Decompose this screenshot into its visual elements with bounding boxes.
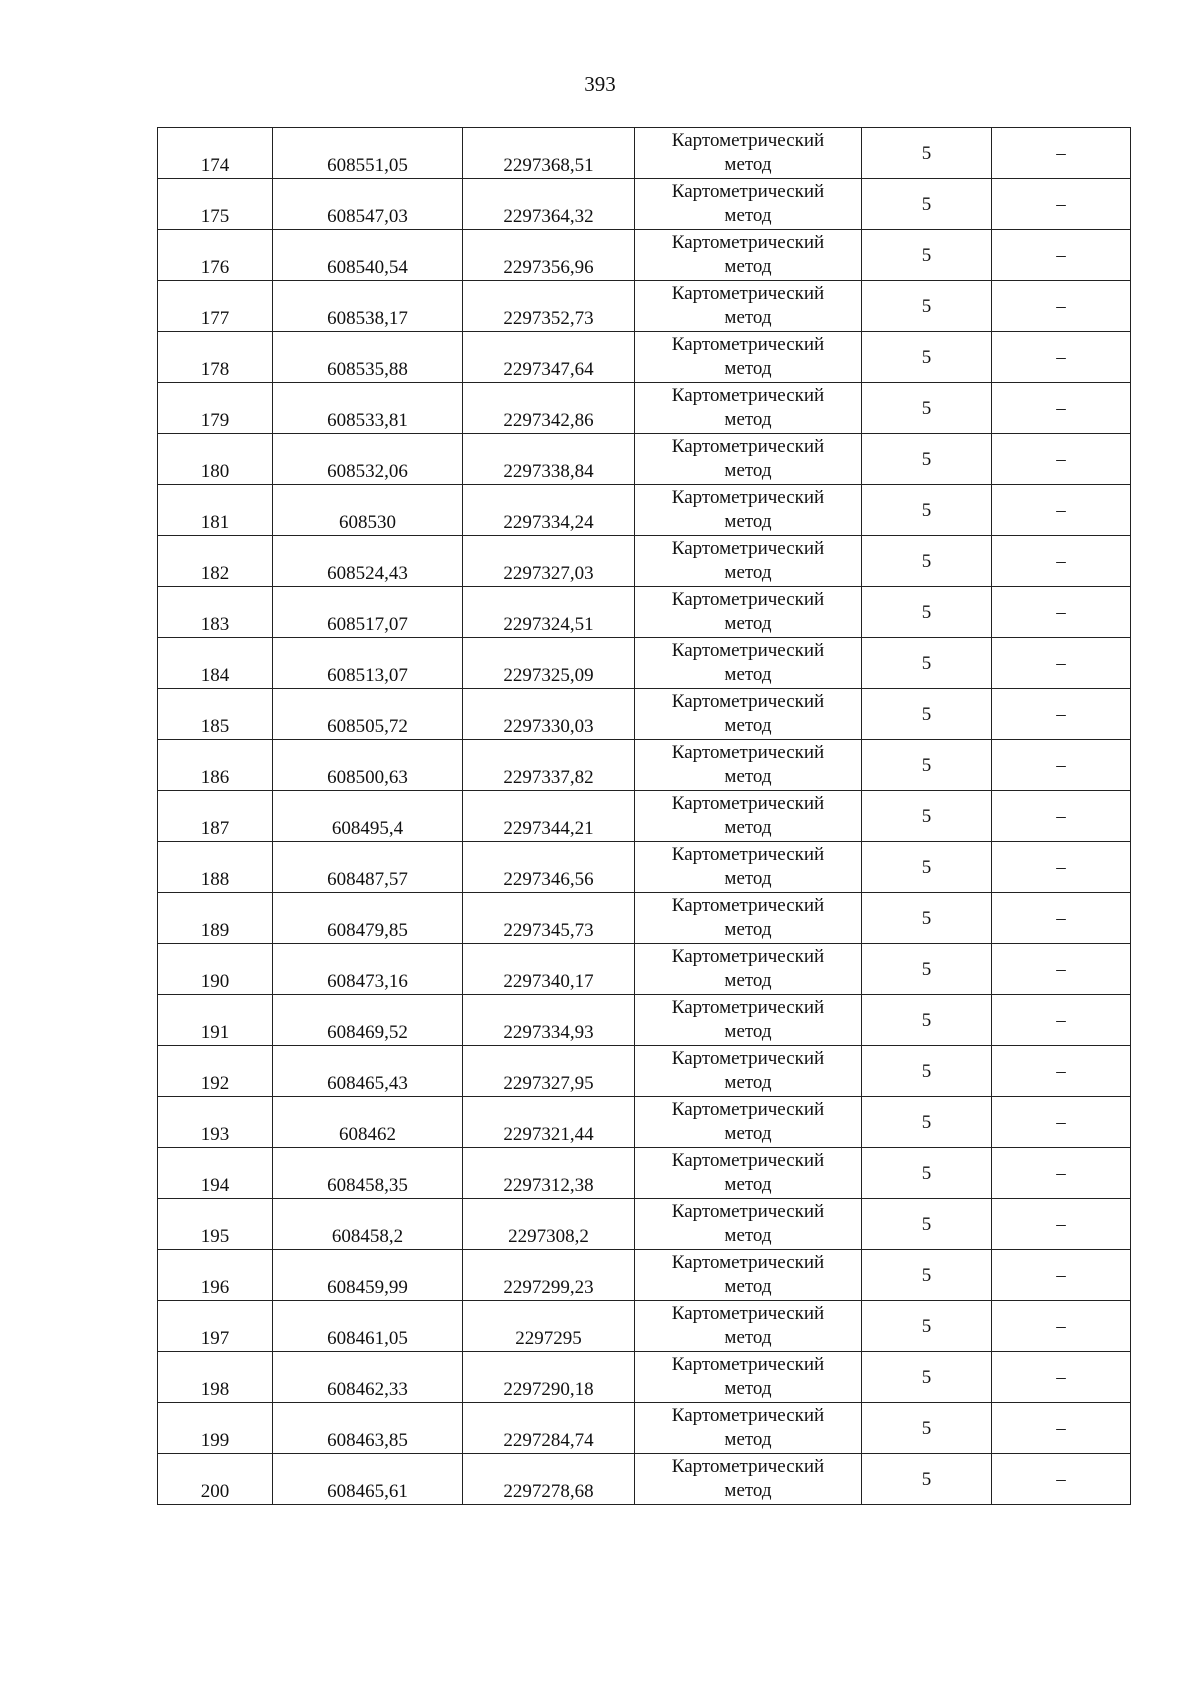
y-coordinate-cell: 2297327,95 [463,1046,635,1097]
point-number-cell: 188 [158,842,273,893]
method-line-1: Картометрический [671,1048,825,1069]
note-cell: – [992,893,1131,944]
x-coordinate-cell: 608547,03 [273,179,463,230]
point-number-cell: 199 [158,1403,273,1454]
method-line-2: метод [724,154,772,175]
table-row [158,893,1131,944]
table-body [158,128,1131,1505]
table-row [158,230,1131,281]
table-row [158,1454,1131,1505]
method-line-2: метод [724,205,772,226]
table-row [158,995,1131,1046]
method-line-1: Картометрический [671,1303,825,1324]
table-row [158,536,1131,587]
accuracy-cell: 5 [862,893,992,944]
method-cell [635,944,862,995]
table-row [158,485,1131,536]
y-coordinate-cell: 2297324,51 [463,587,635,638]
point-number-cell: 181 [158,485,273,536]
method-cell [635,1250,862,1301]
point-number-cell: 177 [158,281,273,332]
x-coordinate-cell: 608538,17 [273,281,463,332]
method-line-2: метод [724,868,772,889]
accuracy-cell: 5 [862,1250,992,1301]
accuracy-cell: 5 [862,536,992,587]
y-coordinate-cell: 2297312,38 [463,1148,635,1199]
table-row [158,1199,1131,1250]
method-line-1: Картометрический [671,1099,825,1120]
y-coordinate-cell: 2297368,51 [463,128,635,179]
y-coordinate-cell: 2297342,86 [463,383,635,434]
x-coordinate-cell: 608461,05 [273,1301,463,1352]
method-line-2: метод [724,1021,772,1042]
point-number-cell: 191 [158,995,273,1046]
table-row [158,1148,1131,1199]
x-coordinate-cell: 608487,57 [273,842,463,893]
method-line-2: метод [724,817,772,838]
method-cell [635,1454,862,1505]
method-line-2: метод [724,919,772,940]
point-number-cell: 182 [158,536,273,587]
method-cell [635,1403,862,1454]
method-line-1: Картометрический [671,946,825,967]
y-coordinate-cell: 2297356,96 [463,230,635,281]
x-coordinate-cell: 608458,35 [273,1148,463,1199]
point-number-cell: 193 [158,1097,273,1148]
x-coordinate-cell: 608533,81 [273,383,463,434]
note-cell: – [992,1250,1131,1301]
accuracy-cell: 5 [862,944,992,995]
point-number-cell: 192 [158,1046,273,1097]
note-cell: – [992,332,1131,383]
method-line-2: метод [724,256,772,277]
accuracy-cell: 5 [862,842,992,893]
method-cell [635,383,862,434]
y-coordinate-cell: 2297290,18 [463,1352,635,1403]
method-line-1: Картометрический [671,1150,825,1171]
accuracy-cell: 5 [862,1199,992,1250]
y-coordinate-cell: 2297334,93 [463,995,635,1046]
y-coordinate-cell: 2297278,68 [463,1454,635,1505]
method-line-2: метод [724,1327,772,1348]
method-cell [635,1199,862,1250]
note-cell: – [992,995,1131,1046]
method-line-2: метод [724,766,772,787]
method-line-2: метод [724,307,772,328]
x-coordinate-cell: 608462,33 [273,1352,463,1403]
method-cell [635,1046,862,1097]
point-number-cell: 190 [158,944,273,995]
accuracy-cell: 5 [862,1046,992,1097]
note-cell: – [992,434,1131,485]
accuracy-cell: 5 [862,383,992,434]
note-cell: – [992,1352,1131,1403]
x-coordinate-cell: 608505,72 [273,689,463,740]
method-cell [635,536,862,587]
method-cell [635,281,862,332]
table-row [158,944,1131,995]
note-cell: – [992,1046,1131,1097]
method-line-2: метод [724,1123,772,1144]
note-cell: – [992,179,1131,230]
point-number-cell: 174 [158,128,273,179]
accuracy-cell: 5 [862,1454,992,1505]
accuracy-cell: 5 [862,587,992,638]
note-cell: – [992,842,1131,893]
note-cell: – [992,1148,1131,1199]
table-row [158,791,1131,842]
note-cell: – [992,1454,1131,1505]
table-row [158,128,1131,179]
table-row [158,434,1131,485]
method-cell [635,587,862,638]
x-coordinate-cell: 608458,2 [273,1199,463,1250]
accuracy-cell: 5 [862,179,992,230]
method-line-1: Картометрический [671,844,825,865]
x-coordinate-cell: 608532,06 [273,434,463,485]
method-cell [635,791,862,842]
point-number-cell: 180 [158,434,273,485]
coordinates-table [157,127,1131,1505]
point-number-cell: 187 [158,791,273,842]
method-cell [635,638,862,689]
accuracy-cell: 5 [862,791,992,842]
accuracy-cell: 5 [862,1352,992,1403]
accuracy-cell: 5 [862,128,992,179]
x-coordinate-cell: 608469,52 [273,995,463,1046]
table-row [158,1301,1131,1352]
x-coordinate-cell: 608535,88 [273,332,463,383]
method-line-1: Картометрический [671,997,825,1018]
table-row [158,179,1131,230]
y-coordinate-cell: 2297284,74 [463,1403,635,1454]
y-coordinate-cell: 2297308,2 [463,1199,635,1250]
method-cell [635,1352,862,1403]
method-line-2: метод [724,409,772,430]
table-row [158,638,1131,689]
note-cell: – [992,536,1131,587]
x-coordinate-cell: 608462 [273,1097,463,1148]
method-line-2: метод [724,1378,772,1399]
point-number-cell: 184 [158,638,273,689]
table-row [158,332,1131,383]
method-cell [635,128,862,179]
method-line-1: Картометрический [671,436,825,457]
x-coordinate-cell: 608465,43 [273,1046,463,1097]
method-line-2: метод [724,1480,772,1501]
point-number-cell: 197 [158,1301,273,1352]
x-coordinate-cell: 608530 [273,485,463,536]
method-line-1: Картометрический [671,895,825,916]
method-line-2: метод [724,1429,772,1450]
y-coordinate-cell: 2297340,17 [463,944,635,995]
x-coordinate-cell: 608551,05 [273,128,463,179]
method-line-2: метод [724,511,772,532]
accuracy-cell: 5 [862,995,992,1046]
y-coordinate-cell: 2297325,09 [463,638,635,689]
method-line-2: метод [724,1072,772,1093]
accuracy-cell: 5 [862,1148,992,1199]
table-row [158,1046,1131,1097]
method-cell [635,842,862,893]
x-coordinate-cell: 608459,99 [273,1250,463,1301]
method-cell [635,689,862,740]
x-coordinate-cell: 608473,16 [273,944,463,995]
y-coordinate-cell: 2297346,56 [463,842,635,893]
method-line-2: метод [724,1276,772,1297]
y-coordinate-cell: 2297295 [463,1301,635,1352]
accuracy-cell: 5 [862,230,992,281]
method-line-1: Картометрический [671,742,825,763]
y-coordinate-cell: 2297347,64 [463,332,635,383]
y-coordinate-cell: 2297327,03 [463,536,635,587]
method-line-1: Картометрический [671,1405,825,1426]
point-number-cell: 194 [158,1148,273,1199]
method-line-2: метод [724,970,772,991]
method-line-1: Картометрический [671,1252,825,1273]
method-line-2: метод [724,358,772,379]
table-row [158,740,1131,791]
method-line-2: метод [724,613,772,634]
y-coordinate-cell: 2297344,21 [463,791,635,842]
point-number-cell: 195 [158,1199,273,1250]
point-number-cell: 175 [158,179,273,230]
note-cell: – [992,791,1131,842]
x-coordinate-cell: 608513,07 [273,638,463,689]
point-number-cell: 183 [158,587,273,638]
method-cell [635,740,862,791]
method-line-2: метод [724,1225,772,1246]
method-line-1: Картометрический [671,793,825,814]
x-coordinate-cell: 608524,43 [273,536,463,587]
table-row [158,587,1131,638]
page-number: 393 [584,72,616,96]
method-line-2: метод [724,460,772,481]
table-row [158,383,1131,434]
table-row [158,1352,1131,1403]
point-number-cell: 186 [158,740,273,791]
point-number-cell: 176 [158,230,273,281]
method-line-1: Картометрический [671,589,825,610]
note-cell: – [992,1199,1131,1250]
point-number-cell: 200 [158,1454,273,1505]
y-coordinate-cell: 2297330,03 [463,689,635,740]
method-line-1: Картометрический [671,1201,825,1222]
method-cell [635,1301,862,1352]
note-cell: – [992,230,1131,281]
method-cell [635,1148,862,1199]
x-coordinate-cell: 608463,85 [273,1403,463,1454]
point-number-cell: 185 [158,689,273,740]
method-line-1: Картометрический [671,538,825,559]
note-cell: – [992,944,1131,995]
table-row [158,281,1131,332]
table-row [158,842,1131,893]
note-cell: – [992,281,1131,332]
y-coordinate-cell: 2297345,73 [463,893,635,944]
method-line-2: метод [724,715,772,736]
note-cell: – [992,1097,1131,1148]
note-cell: – [992,383,1131,434]
y-coordinate-cell: 2297321,44 [463,1097,635,1148]
y-coordinate-cell: 2297299,23 [463,1250,635,1301]
point-number-cell: 196 [158,1250,273,1301]
method-cell [635,485,862,536]
accuracy-cell: 5 [862,638,992,689]
accuracy-cell: 5 [862,281,992,332]
method-line-1: Картометрический [671,283,825,304]
method-line-1: Картометрический [671,1456,825,1477]
table-row [158,689,1131,740]
method-cell [635,893,862,944]
method-line-1: Картометрический [671,487,825,508]
note-cell: – [992,638,1131,689]
table-row [158,1250,1131,1301]
method-line-1: Картометрический [671,181,825,202]
method-line-2: метод [724,664,772,685]
accuracy-cell: 5 [862,332,992,383]
accuracy-cell: 5 [862,1403,992,1454]
accuracy-cell: 5 [862,434,992,485]
note-cell: – [992,128,1131,179]
x-coordinate-cell: 608540,54 [273,230,463,281]
note-cell: – [992,587,1131,638]
note-cell: – [992,689,1131,740]
accuracy-cell: 5 [862,485,992,536]
method-line-2: метод [724,1174,772,1195]
method-cell [635,995,862,1046]
y-coordinate-cell: 2297334,24 [463,485,635,536]
table-row [158,1403,1131,1454]
y-coordinate-cell: 2297337,82 [463,740,635,791]
y-coordinate-cell: 2297364,32 [463,179,635,230]
point-number-cell: 178 [158,332,273,383]
y-coordinate-cell: 2297352,73 [463,281,635,332]
table-row [158,1097,1131,1148]
y-coordinate-cell: 2297338,84 [463,434,635,485]
method-line-1: Картометрический [671,691,825,712]
method-line-1: Картометрический [671,130,825,151]
accuracy-cell: 5 [862,740,992,791]
x-coordinate-cell: 608479,85 [273,893,463,944]
x-coordinate-cell: 608465,61 [273,1454,463,1505]
method-cell [635,434,862,485]
method-line-1: Картометрический [671,1354,825,1375]
method-cell [635,332,862,383]
accuracy-cell: 5 [862,1301,992,1352]
note-cell: – [992,485,1131,536]
x-coordinate-cell: 608500,63 [273,740,463,791]
note-cell: – [992,1301,1131,1352]
method-line-1: Картометрический [671,640,825,661]
method-line-2: метод [724,562,772,583]
accuracy-cell: 5 [862,1097,992,1148]
point-number-cell: 198 [158,1352,273,1403]
point-number-cell: 179 [158,383,273,434]
x-coordinate-cell: 608517,07 [273,587,463,638]
method-cell [635,179,862,230]
method-cell [635,1097,862,1148]
note-cell: – [992,740,1131,791]
x-coordinate-cell: 608495,4 [273,791,463,842]
method-line-1: Картометрический [671,232,825,253]
note-cell: – [992,1403,1131,1454]
method-line-1: Картометрический [671,385,825,406]
accuracy-cell: 5 [862,689,992,740]
point-number-cell: 189 [158,893,273,944]
method-line-1: Картометрический [671,334,825,355]
method-cell [635,230,862,281]
